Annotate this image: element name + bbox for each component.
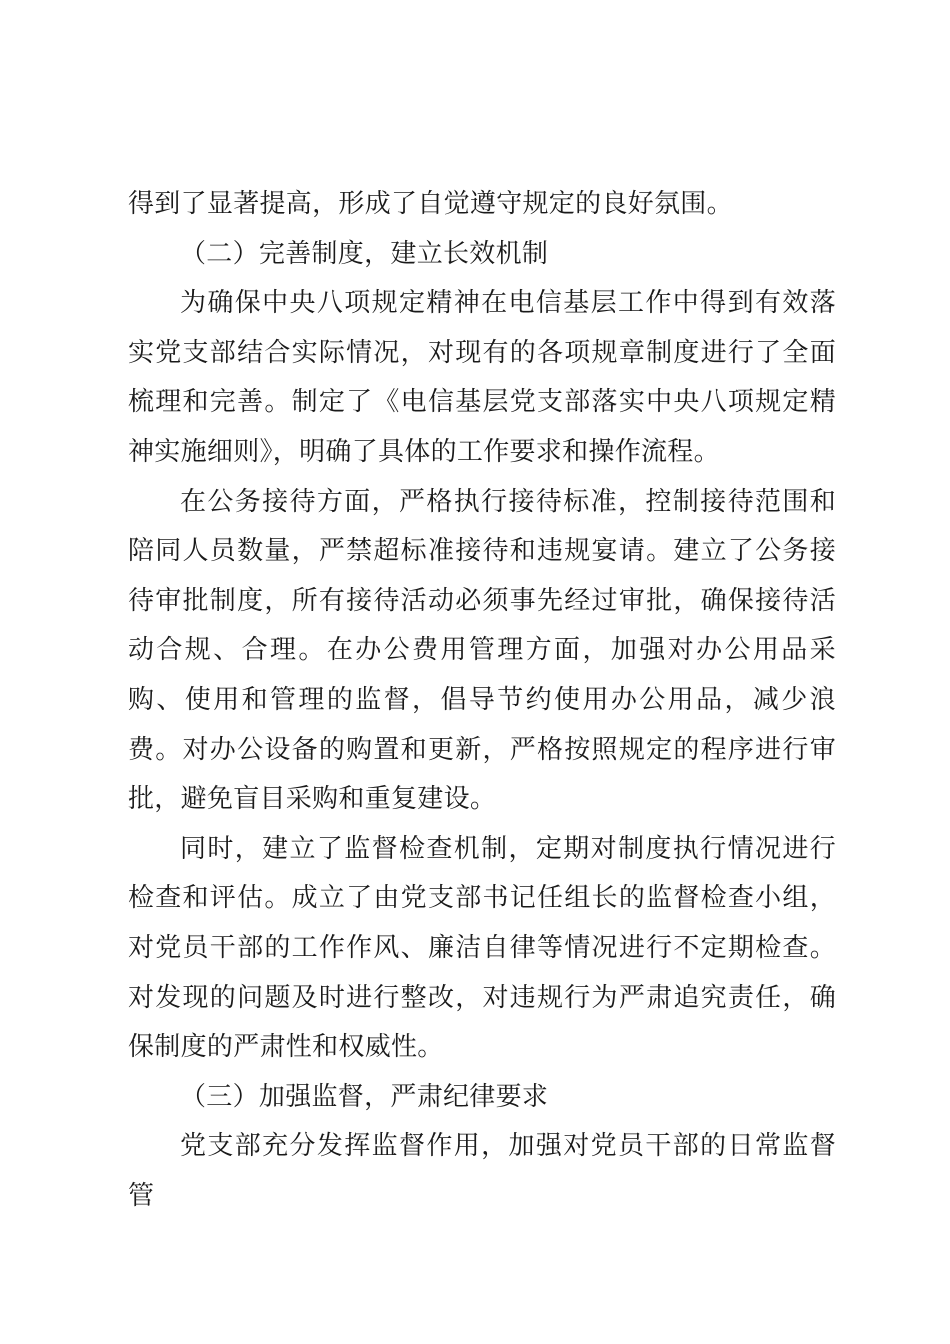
paragraph: 为确保中央八项规定精神在电信基层工作中得到有效落实党支部结合实际情况，对现有的各项规章制度进行了全面梳理和完善。制定了《电信基层党支部落实中央八项规定精神实施细则》，明确了具体的工作要求和操作流程。 (128, 288, 836, 467)
paragraph: 党支部充分发挥监督作用，加强对党员干部的日常监督管 (128, 1131, 836, 1211)
paragraph-continuation: 得到了显著提高，形成了自觉遵守规定的良好氛围。 (128, 189, 733, 219)
section-heading-2: （二）完善制度，建立长效机制 (180, 238, 549, 269)
section-heading-3: （三）加强监督，严肃纪律要求 (180, 1081, 549, 1112)
paragraph: 同时，建立了监督检查机制，定期对制度执行情况进行检查和评估。成立了由党支部书记任组长的监督检查小组，对党员干部的工作作风、廉洁自律等情况进行不定期检查。对发现的问题及时进行整改，对违规行为严肃追究责任，确保制度的严肃性和权威性。 (128, 833, 836, 1063)
paragraph: 在公务接待方面，严格执行接待标准，控制接待范围和陪同人员数量，严禁超标准接待和违规宴请。建立了公务接待审批制度，所有接待活动必须事先经过审批，确保接待活动合规、合理。在办公费用管理方面，加强对办公用品采购、使用和管理的监督，倡导节约使用办公用品，减少浪费。对办公设备的购置和更新，严格按照规定的程序进行审批，避免盲目采购和重复建设。 (128, 486, 836, 815)
document-body (128, 180, 836, 1221)
